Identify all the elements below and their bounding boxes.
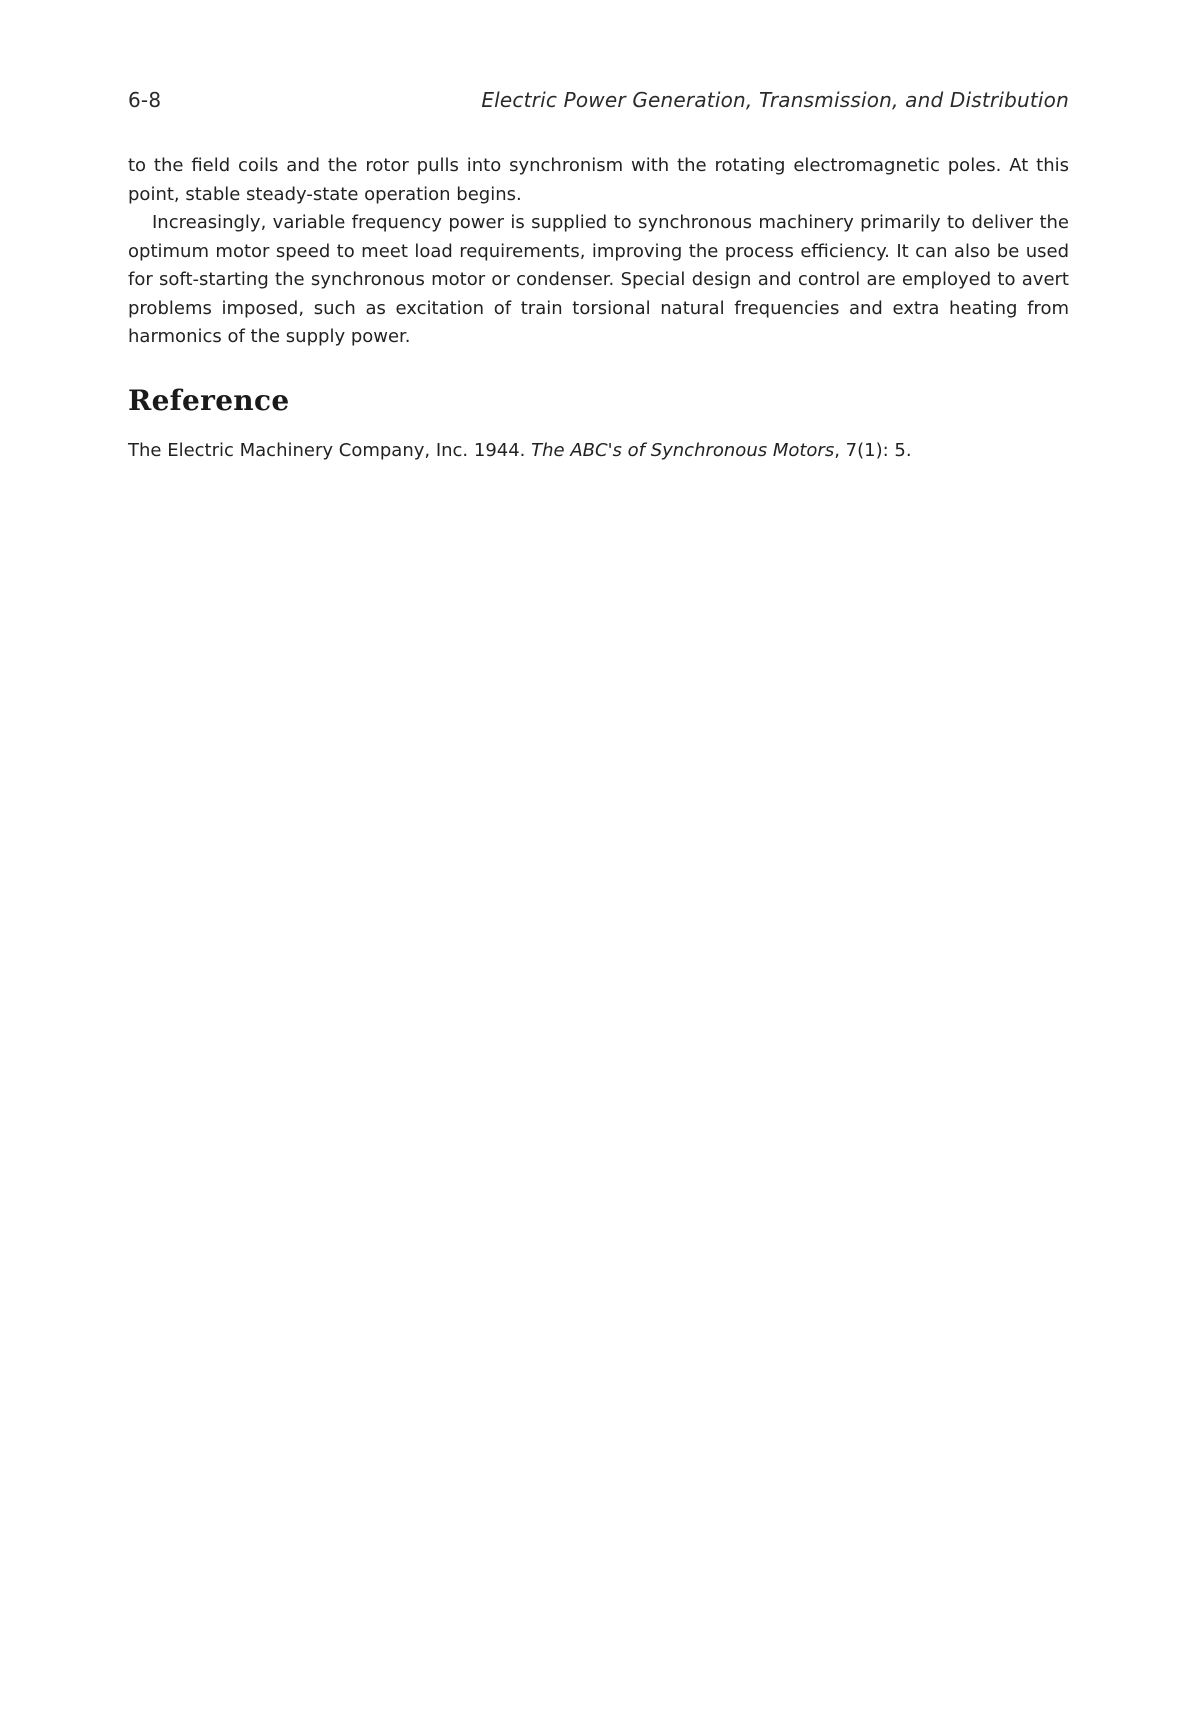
paragraph-continuation: to the field coils and the rotor pulls into synchronism with the rotating electromagnetic poles. At this point, stable steady-state operation begins. [128, 155, 1069, 205]
running-book-title: Electric Power Generation, Transmission, and Distribution [481, 88, 1069, 112]
reference-details: , 7(1): 5. [834, 439, 912, 461]
page-number: 6-8 [128, 88, 162, 112]
running-header [128, 88, 1069, 112]
reference-entry [128, 437, 1069, 465]
body-text [128, 152, 1069, 352]
paragraph-variable-frequency: Increasingly, variable frequency power is supplied to synchronous machinery primarily to deliver the optimum motor speed to meet load requirements, improving the process efficiency. It can also be used for soft-starting the synchronous motor or condenser. Special design and control are employed to avert problems imposed, such as excitation of train torsional natural frequencies and extra heating from harmonics of the supply power. [128, 212, 1069, 347]
reference-author-year: The Electric Machinery Company, Inc. 1944. [128, 439, 532, 461]
document-page [128, 88, 1069, 465]
reference-heading: Reference [128, 383, 290, 417]
reference-title: The ABC's of Synchronous Motors [531, 439, 835, 461]
